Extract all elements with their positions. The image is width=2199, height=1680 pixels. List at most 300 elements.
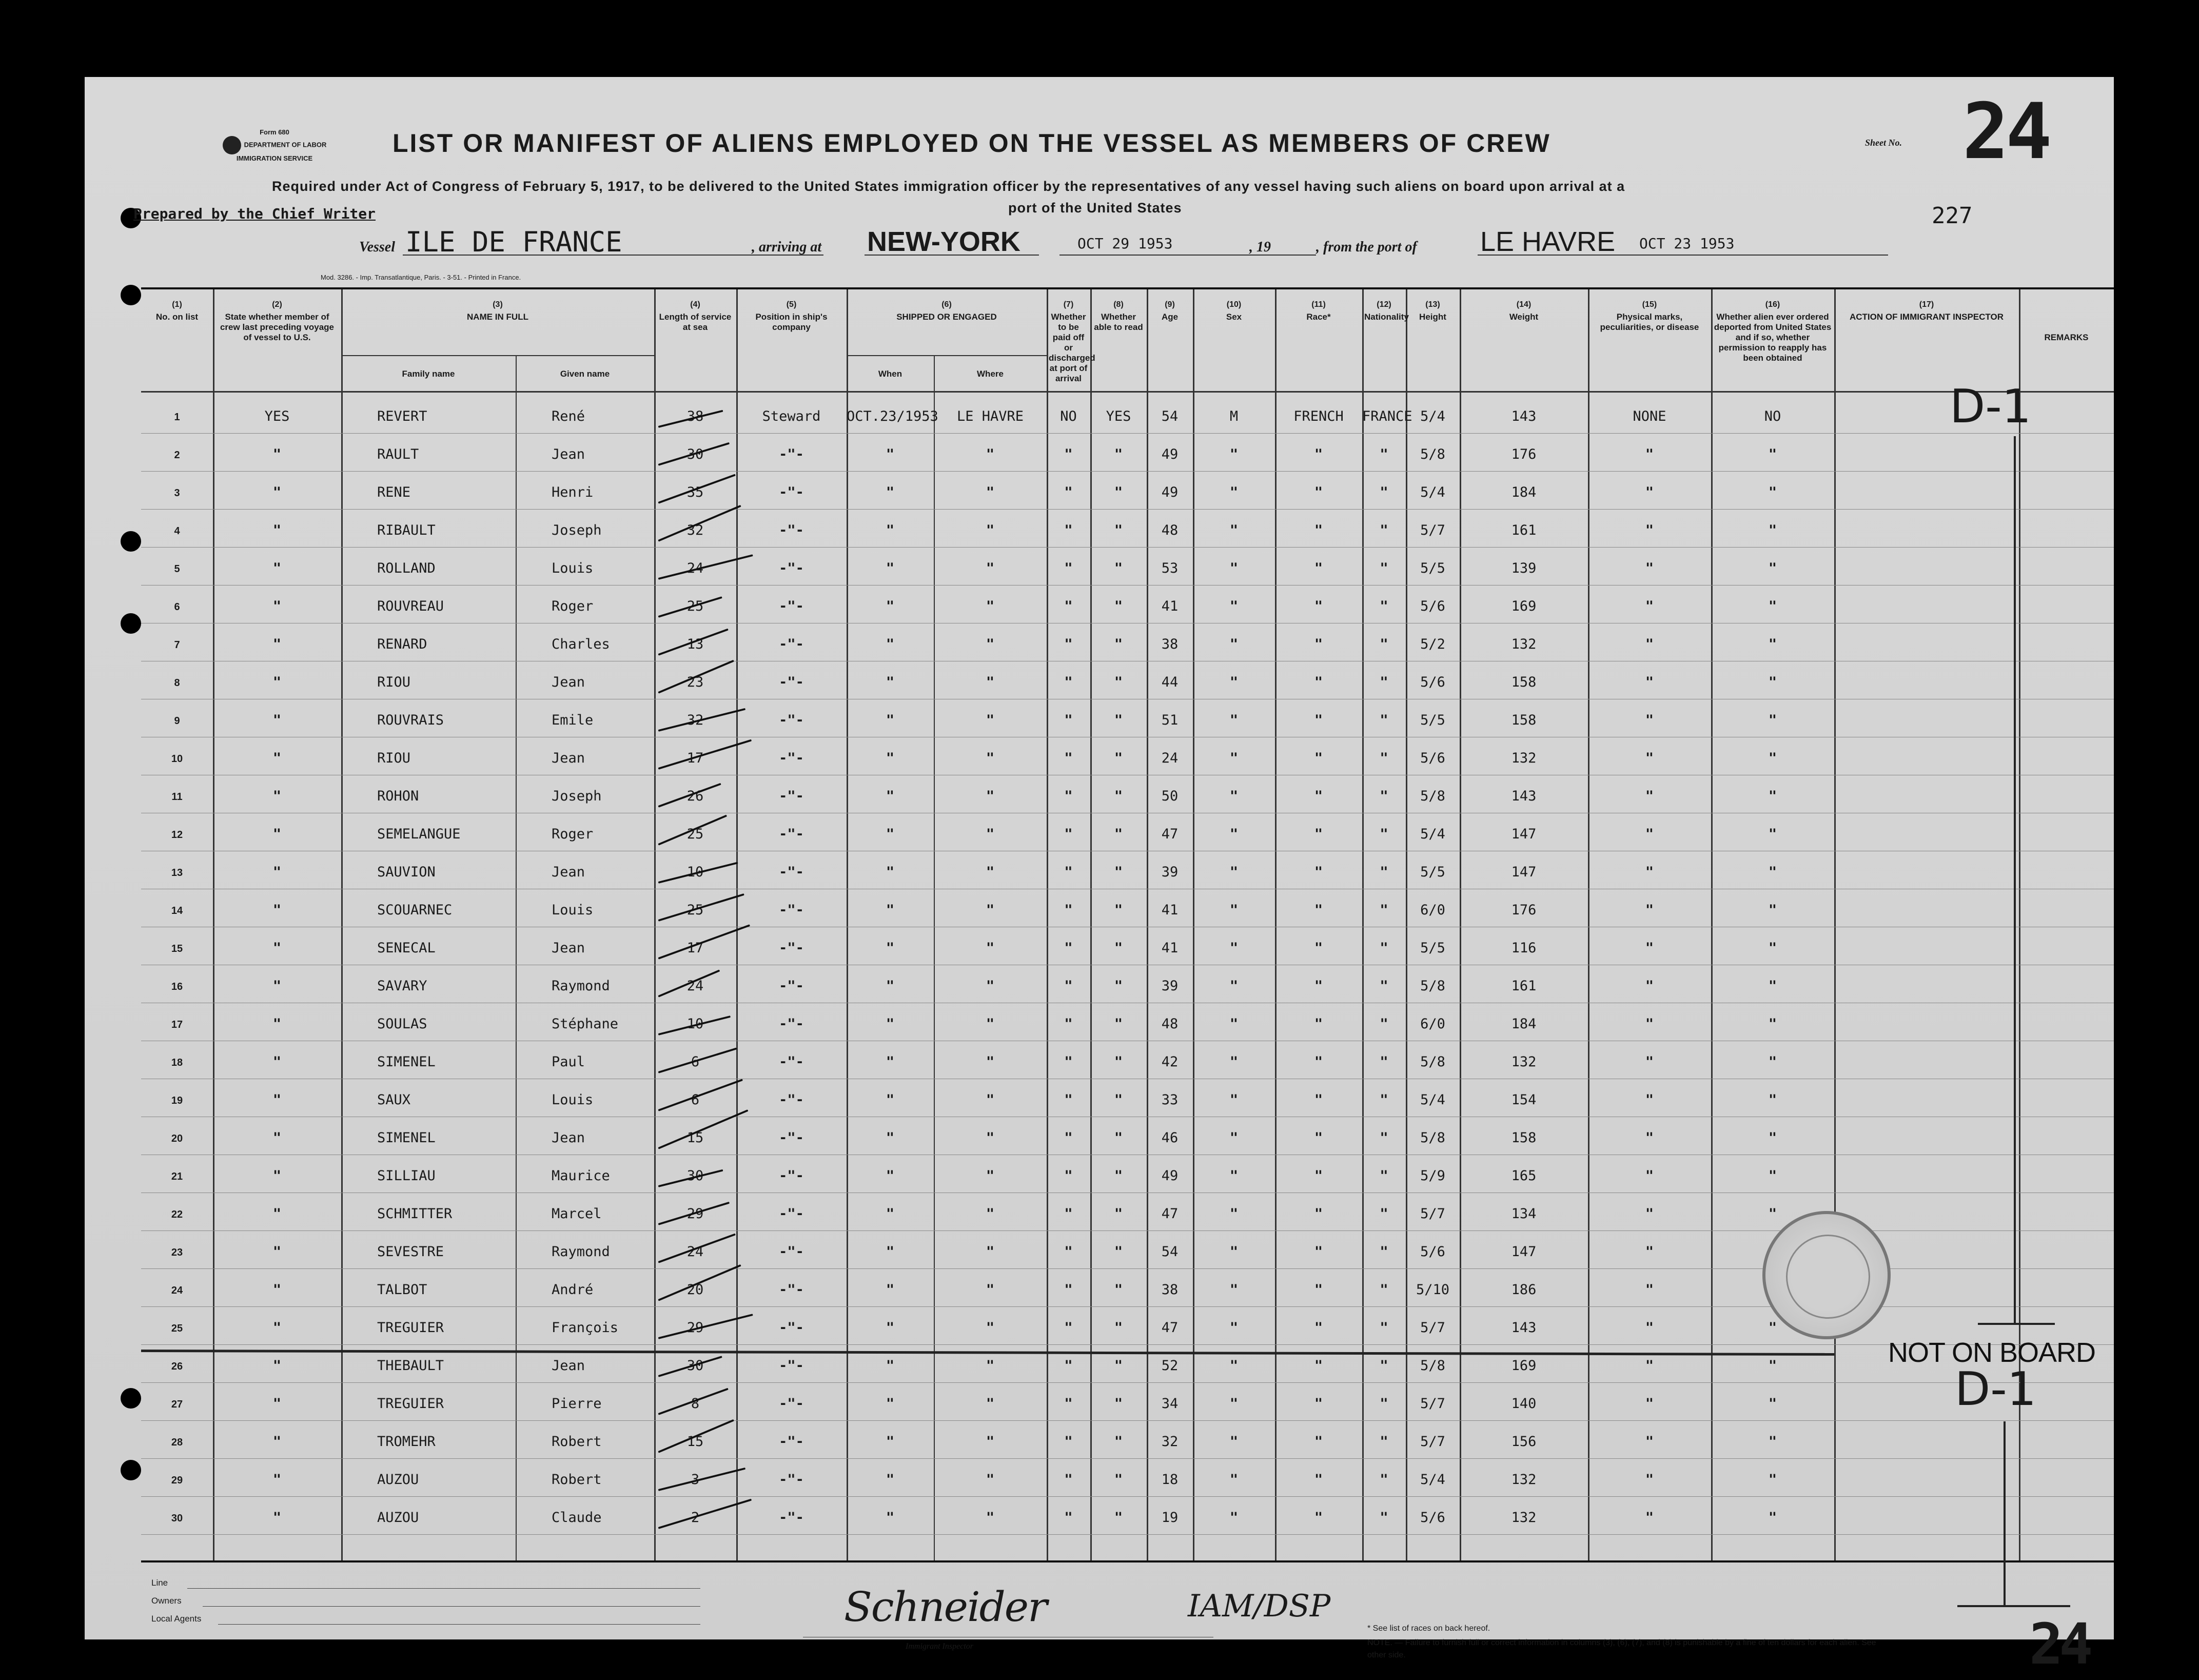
cell-deported: " [1768,1168,1777,1184]
cell-read: " [1114,1320,1123,1336]
cell-deported: " [1768,1054,1777,1070]
column-number: (17) [1919,300,1934,309]
cell-age: 32 [1161,1434,1179,1450]
cell-member: " [272,1396,282,1412]
cell-given: Jean [552,1358,585,1374]
cell-race: " [1314,864,1323,880]
cell-length: 20 [686,1282,704,1298]
cell-age: 18 [1161,1472,1179,1488]
cell-nationality: " [1380,788,1388,804]
cell-family: THEBAULT [377,1358,444,1374]
cell-age: 33 [1161,1092,1179,1108]
cell-when: " [886,1206,895,1222]
cell-sex: " [1229,750,1239,766]
row-number: 10 [171,753,183,765]
cell-family: AUZOU [377,1472,419,1488]
column-number: (1) [172,300,182,309]
cell-given: Stéphane [552,1016,619,1032]
cell-weight: 161 [1511,522,1537,538]
cell-paid: " [1064,522,1073,538]
cell-nationality: " [1380,1130,1388,1146]
cell-where: LE HAVRE [956,408,1024,424]
cell-sex: " [1229,1054,1239,1070]
column-label: Whether to be paid off or discharged at port of arrival [1049,312,1095,383]
cell-position: -"- [779,750,804,766]
cell-given: Joseph [552,522,602,538]
cell-nationality: " [1380,1510,1388,1526]
from-date: OCT 23 1953 [1639,235,1735,252]
cell-position: -"- [779,674,804,690]
cell-deported: " [1768,1358,1777,1374]
cell-when: " [886,1092,895,1108]
row-number: 19 [171,1095,183,1106]
remark-bottom: D-1 [1955,1362,2037,1416]
cell-when: " [886,1016,895,1032]
cell-race: " [1314,826,1323,842]
cell-position: -"- [779,978,804,994]
cell-sex: M [1229,408,1239,424]
cell-marks: " [1645,1434,1654,1450]
cell-height: 5/7 [1420,1320,1445,1336]
row-number: 1 [174,412,180,423]
cell-deported: " [1768,560,1777,576]
cell-when: " [886,712,895,728]
cell-read: " [1114,940,1123,956]
cell-read: " [1114,1358,1123,1374]
column-subheader: Given name [560,369,610,379]
remark-top: D-1 [1950,380,2032,434]
cell-marks: " [1645,1358,1654,1374]
cell-paid: " [1064,1054,1073,1070]
cell-family: TREGUIER [377,1396,444,1412]
column-label: SHIPPED OR ENGAGED [896,312,997,322]
cell-sex: " [1229,1320,1239,1336]
cell-deported: " [1768,484,1777,500]
cell-age: 48 [1161,1016,1179,1032]
cell-nationality: " [1380,1282,1388,1298]
cell-sex: " [1229,1434,1239,1450]
cell-read: " [1114,1054,1123,1070]
cell-when: " [886,902,895,918]
cell-given: Charles [552,636,610,652]
cell-weight: 169 [1511,598,1537,614]
cell-race: " [1314,940,1323,956]
vessel-name: ILE DE FRANCE [405,226,622,258]
cell-when: " [886,484,895,500]
cell-when: " [886,1510,895,1526]
cell-where: " [986,1282,995,1298]
penalty-note: NOTE. — Failure to furnish full or correct information in columns (3), (6), (7), and (8) is punishable by a fine of ten dollars for each alien. See other side. [1367,1638,1876,1659]
cell-marks: " [1645,788,1654,804]
cell-race: " [1314,484,1323,500]
cell-given: Marcel [552,1206,602,1222]
cell-family: ROUVRAIS [377,712,444,728]
cell-where: " [986,1358,995,1374]
required-notice: Required under Act of Congress of February 5, 1917, to be delivered to the United States immigration officer by the representatives of any vessel having such aliens on board upon arrival at a [272,179,1625,194]
cell-deported: " [1768,1434,1777,1450]
cell-when: " [886,560,895,576]
cell-nationality: " [1380,598,1388,614]
cell-position: -"- [779,1282,804,1298]
cell-given: Joseph [552,788,602,804]
cell-length: 2 [691,1510,700,1526]
cell-sex: " [1229,522,1239,538]
column-header [1277,300,1360,322]
cell-family: RIOU [377,750,411,766]
cell-age: 54 [1161,1244,1179,1260]
cell-sex: " [1229,788,1239,804]
cell-race: " [1314,1358,1323,1374]
remarks-bracket [2014,436,2016,1324]
column-header [1149,300,1191,322]
column-label: Length of service at sea [659,312,732,332]
vessel-label: Vessel [359,239,395,255]
cell-height: 5/9 [1420,1168,1445,1184]
cell-given: Jean [552,864,585,880]
signature-code: IAM/DSP [1188,1588,1331,1624]
sheet-label: Sheet No. [1865,138,1902,148]
row-number: 12 [171,829,183,841]
cell-when: " [886,1358,895,1374]
cell-length: 15 [686,1434,704,1450]
cell-family: RAULT [377,446,419,462]
column-header [656,300,734,333]
cell-height: 5/6 [1420,1510,1445,1526]
cell-nationality: " [1380,826,1388,842]
cell-member: " [272,1282,282,1298]
column-header [1713,300,1832,363]
column-label: Race* [1306,312,1331,322]
cell-member: " [272,1206,282,1222]
cell-where: " [986,598,995,614]
cell-member: " [272,1168,282,1184]
cell-where: " [986,560,995,576]
cell-marks: " [1645,864,1654,880]
cell-marks: " [1645,940,1654,956]
cell-sex: " [1229,484,1239,500]
cell-sex: " [1229,826,1239,842]
cell-height: 5/4 [1420,484,1445,500]
cell-nationality: " [1380,636,1388,652]
cell-where: " [986,978,995,994]
row-number: 28 [171,1437,183,1448]
cell-weight: 158 [1511,712,1537,728]
column-header [1462,300,1586,322]
row-number: 16 [171,981,183,992]
cell-weight: 140 [1511,1396,1537,1412]
cell-given: Raymond [552,1244,610,1260]
cell-sex: " [1229,1092,1239,1108]
cell-given: Jean [552,446,585,462]
cell-nationality: " [1380,902,1388,918]
department-label: DEPARTMENT OF LABOR [244,141,327,149]
cell-position: -"- [779,788,804,804]
cell-read: " [1114,1168,1123,1184]
row-number: 6 [174,601,180,613]
cell-member: " [272,978,282,994]
column-header [1590,300,1709,333]
cell-deported: " [1768,712,1777,728]
cell-paid: " [1064,1282,1073,1298]
column-header [215,300,339,343]
row-number: 3 [174,487,180,499]
cell-when: " [886,598,895,614]
cell-given: Roger [552,598,594,614]
cell-member: " [272,1016,282,1032]
cell-length: 8 [691,1396,700,1412]
cell-age: 49 [1161,446,1179,462]
row-number: 23 [171,1247,183,1258]
cell-family: ROUVREAU [377,598,444,614]
cell-when: " [886,1396,895,1412]
cell-given: Louis [552,1092,594,1108]
cell-height: 5/8 [1420,446,1445,462]
cell-member: " [272,750,282,766]
row-number: 27 [171,1399,183,1410]
cell-age: 41 [1161,902,1179,918]
cell-deported: " [1768,674,1777,690]
manifest-sheet [85,77,2114,1677]
cell-given: Paul [552,1054,585,1070]
cell-family: ROLLAND [377,560,436,576]
cell-family: TALBOT [377,1282,427,1298]
cell-member: " [272,1244,282,1260]
cell-age: 47 [1161,1320,1179,1336]
cell-sex: " [1229,598,1239,614]
cell-marks: " [1645,1092,1654,1108]
column-number: (6) [941,300,952,309]
cell-member: " [272,712,282,728]
cell-weight: 116 [1511,940,1537,956]
cell-age: 49 [1161,1168,1179,1184]
cell-length: 29 [686,1320,704,1336]
arriving-date: OCT 29 1953 [1077,235,1173,252]
cell-height: 5/8 [1420,788,1445,804]
cell-given: Roger [552,826,594,842]
cell-family: SENECAL [377,940,436,956]
cell-position: -"- [779,598,804,614]
cell-member: " [272,864,282,880]
cell-position: -"- [779,712,804,728]
cell-when: " [886,636,895,652]
cell-height: 5/5 [1420,712,1445,728]
form-identifier [208,128,341,162]
cell-weight: 132 [1511,1510,1537,1526]
column-number: (10) [1226,300,1242,309]
cell-sex: " [1229,446,1239,462]
cell-length: 30 [686,1168,704,1184]
cell-read: " [1114,1244,1123,1260]
cell-given: Louis [552,902,594,918]
cell-marks: " [1645,1320,1654,1336]
cell-nationality: " [1380,712,1388,728]
cell-sex: " [1229,1016,1239,1032]
cell-race: " [1314,788,1323,804]
cell-when: " [886,940,895,956]
remarks-bracket-lower [2004,1421,2006,1606]
column-label: Weight [1509,312,1539,322]
port-text: port of the United States [1008,200,1182,216]
column-number: (16) [1765,300,1780,309]
cell-deported: " [1768,1472,1777,1488]
remarks-bracket-lower-end [1957,1605,2070,1607]
cell-given: Raymond [552,978,610,994]
column-header [738,300,845,333]
cell-sex: " [1229,560,1239,576]
cell-read: " [1114,598,1123,614]
cell-weight: 143 [1511,1320,1537,1336]
cell-race: " [1314,674,1323,690]
cell-family: SAUVION [377,864,436,880]
cell-read: " [1114,1396,1123,1412]
row-number: 22 [171,1209,183,1220]
cell-deported: " [1768,1130,1777,1146]
cell-family: ROHON [377,788,419,804]
cell-when: " [886,446,895,462]
cell-family: SAVARY [377,978,427,994]
column-subheader: When [878,369,902,379]
column-label: Position in ship's company [755,312,828,332]
cell-marks: " [1645,1472,1654,1488]
column-header [849,300,1045,322]
cell-deported: " [1768,978,1777,994]
cell-family: TROMEHR [377,1434,436,1450]
row-number: 15 [171,943,183,954]
cell-length: 6 [691,1054,700,1070]
cell-paid: " [1064,864,1073,880]
cell-member: " [272,674,282,690]
cell-marks: " [1645,484,1654,500]
cell-age: 50 [1161,788,1179,804]
cell-height: 5/6 [1420,674,1445,690]
row-number: 4 [174,525,180,537]
row-number: 26 [171,1361,183,1372]
cell-race: " [1314,1206,1323,1222]
cell-race: " [1314,636,1323,652]
cell-when: " [886,826,895,842]
cell-given: Henri [552,484,594,500]
cell-when: " [886,750,895,766]
cell-position: -"- [779,1244,804,1260]
cell-nationality: " [1380,1206,1388,1222]
cell-where: " [986,1016,995,1032]
cell-sex: " [1229,902,1239,918]
cell-weight: 186 [1511,1282,1537,1298]
cell-when: " [886,1320,895,1336]
cell-member: " [272,1358,282,1374]
cell-age: 49 [1161,484,1179,500]
cell-length: 30 [686,446,704,462]
line-label: Line [151,1578,168,1588]
cell-race: " [1314,712,1323,728]
cell-weight: 143 [1511,408,1537,424]
cell-length: 25 [686,902,704,918]
cell-read: " [1114,636,1123,652]
cell-marks: " [1645,1244,1654,1260]
cell-family: SCOUARNEC [377,902,453,918]
cell-family: SAUX [377,1092,411,1108]
column-number: (4) [690,300,700,309]
cell-weight: 176 [1511,902,1537,918]
column-header [1195,300,1273,322]
cell-where: " [986,636,995,652]
from-label: , from the port of [1316,239,1417,255]
cell-length: 35 [686,484,704,500]
cell-sex: " [1229,1244,1239,1260]
cell-member: " [272,788,282,804]
column-number: (14) [1516,300,1532,309]
cell-member: " [272,446,282,462]
row-number: 24 [171,1285,183,1296]
cell-read: " [1114,674,1123,690]
cell-when: " [886,1282,895,1298]
cell-length: 25 [686,826,704,842]
cell-marks: " [1645,712,1654,728]
cell-height: 5/7 [1420,522,1445,538]
cell-given: Emile [552,712,594,728]
remarks-bracket-end [1978,1323,2055,1325]
cell-race: " [1314,1434,1323,1450]
cell-family: TREGUIER [377,1320,444,1336]
cell-nationality: " [1380,522,1388,538]
cell-marks: " [1645,1016,1654,1032]
cell-deported: " [1768,522,1777,538]
cell-position: -"- [779,902,804,918]
page-title: LIST OR MANIFEST OF ALIENS EMPLOYED ON THE VESSEL AS MEMBERS OF CREW [392,129,1551,158]
cell-deported: " [1768,598,1777,614]
cell-where: " [986,446,995,462]
cell-height: 5/7 [1420,1434,1445,1450]
cell-family: RENARD [377,636,427,652]
cell-position: -"- [779,1320,804,1336]
cell-length: 15 [686,1130,704,1146]
cell-paid: " [1064,1510,1073,1526]
column-header [343,300,652,322]
cell-paid: " [1064,1016,1073,1032]
cell-height: 5/5 [1420,560,1445,576]
cell-given: Jean [552,750,585,766]
cell-weight: 143 [1511,788,1537,804]
cell-when: " [886,1472,895,1488]
cell-height: 6/0 [1420,902,1445,918]
cell-family: RENE [377,484,411,500]
column-number: (3) [493,300,503,309]
cell-paid: NO [1060,408,1077,424]
cell-height: 5/6 [1420,750,1445,766]
row-number: 21 [171,1171,183,1182]
cell-family: SEMELANGUE [377,826,461,842]
cell-age: 34 [1161,1396,1179,1412]
cell-family: SOULAS [377,1016,427,1032]
cell-read: " [1114,1472,1123,1488]
cell-given: René [552,408,585,424]
owners-label: Owners [151,1596,182,1606]
cell-race: FRENCH [1293,408,1344,424]
cell-position: -"- [779,446,804,462]
cell-nationality: " [1380,1434,1388,1450]
cell-age: 39 [1161,978,1179,994]
cell-member: YES [264,408,290,424]
column-label: REMARKS [2044,333,2089,342]
cell-deported: " [1768,788,1777,804]
cell-nationality: " [1380,1320,1388,1336]
cell-given: François [552,1320,619,1336]
cell-length: 25 [686,598,704,614]
cell-sex: " [1229,636,1239,652]
cell-nationality: " [1380,1016,1388,1032]
cell-read: " [1114,1092,1123,1108]
crew-manifest-table [141,287,2114,1562]
